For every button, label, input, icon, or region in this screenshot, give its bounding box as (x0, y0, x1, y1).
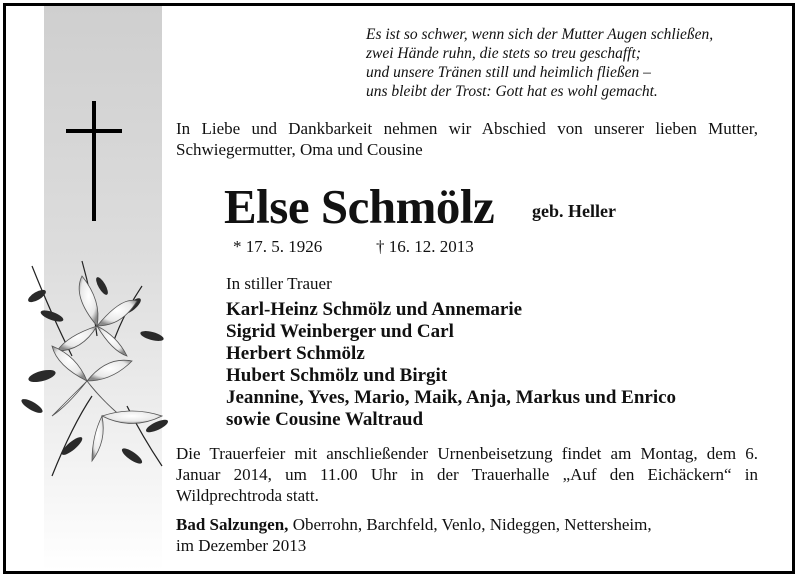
family-line: Jeannine, Yves, Mario, Maik, Anja, Markus und Enrico (226, 387, 677, 408)
family-line: Karl-Heinz Schmölz und Annemarie (226, 299, 523, 320)
family-list (226, 299, 676, 431)
death-date: † 16. 12. 2013 (376, 237, 474, 256)
places-block (176, 514, 652, 556)
places-date: im Dezember 2013 (176, 536, 307, 555)
service-notice: Die Trauerfeier mit anschließender Urnenbeisetzung findet am Montag, dem 6. Januar 2014, um 11.00 Uhr in der Trauerhalle „Auf den Eichäckern“ in Wildprechtroda statt. (176, 444, 758, 505)
poem-line: und unsere Tränen still und heimlich fließen – (366, 64, 651, 81)
places-rest: Oberrohn, Barchfeld, Venlo, Nideggen, Nettersheim, (288, 515, 652, 534)
family-line: Hubert Schmölz und Birgit (226, 365, 448, 386)
maiden-name: geb. Heller (532, 201, 616, 221)
places-main: Bad Salzungen, (176, 515, 289, 534)
poem-line: zwei Hände ruhn, die stets so treu geschafft; (366, 45, 641, 62)
family-line: Sigrid Weinberger und Carl (226, 321, 454, 342)
intro-text: In Liebe und Dankbarkeit nehmen wir Abschied von unserer lieben Mutter, Schwiegermutter, Oma und Cousine (176, 119, 758, 159)
family-line: sowie Cousine Waltraud (226, 409, 424, 430)
mourning-label: In stiller Trauer (226, 274, 332, 293)
deceased-name: Else Schmölz (224, 179, 495, 234)
poem (366, 25, 713, 101)
poem-line: Es ist so schwer, wenn sich der Mutter Augen schließen, (366, 26, 714, 43)
poem-line: uns bleibt der Trost: Gott hat es wohl gemacht. (366, 83, 658, 100)
family-line: Herbert Schmölz (226, 343, 365, 364)
obituary-card (3, 3, 795, 574)
birth-date: * 17. 5. 1926 (233, 237, 323, 256)
cross-icon (66, 101, 122, 221)
lily-flowers-image (12, 256, 182, 486)
